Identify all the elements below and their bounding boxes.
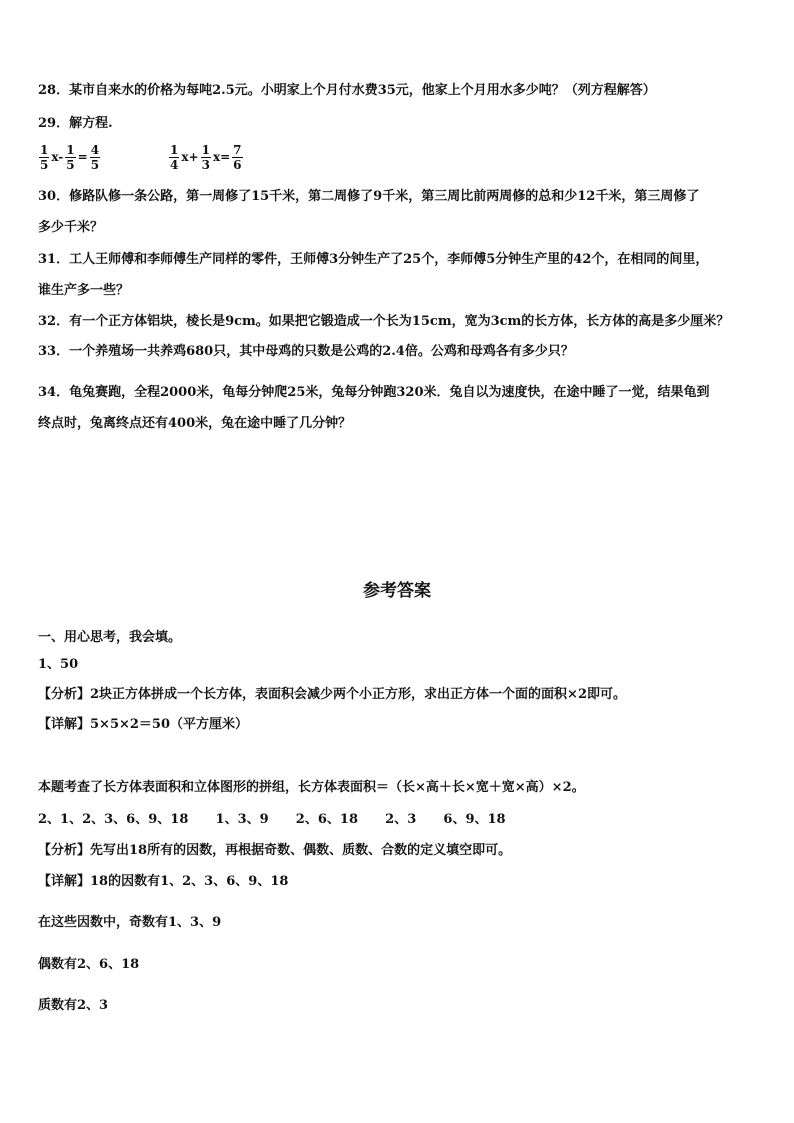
- question-33: 33．一个养殖场一共养鸡680只，其中母鸡的只数是公鸡的2.4倍。公鸡和母鸡各有多少只？: [38, 344, 574, 359]
- answer-2-analysis: 【分析】先写出18所有的因数，再根据奇数、偶数、质数、合数的定义填空即可。: [38, 843, 512, 858]
- fraction: $\frac{7}{6}$: [233, 142, 242, 172]
- operator: x+: [181, 150, 199, 164]
- answer-1-analysis: 【分析】2块正方体拼成一个长方体，表面积会减少两个小正方形，求出正方体一个面的面积×2即可。: [38, 687, 626, 702]
- question-30-line-2: 多少千米？: [38, 220, 104, 235]
- answer-2-even: 偶数有2、6、18: [38, 957, 140, 972]
- answer-2-prime: 质数有2、3: [38, 998, 109, 1013]
- answer-1: 1、50: [38, 657, 79, 672]
- answer-1-note: 本题考查了长方体表面积和立体图形的拼组，长方体表面积＝（长×高＋长×宽＋宽×高）×2。: [38, 780, 585, 795]
- question-34-line-1: 34．龟兔赛跑，全程2000米，龟每分钟爬25米，兔每分钟跑320米．兔自以为速度快，在途中睡了一觉，结果龟到: [38, 385, 710, 400]
- answer-2: 2、1、2、3、6、9、18 1、3、9 2、6、18 2、3 6、9、18: [38, 812, 506, 827]
- operator: x=: [212, 150, 231, 164]
- equation-2: [168, 139, 244, 175]
- question-32: 32．有一个正方体铝块，棱长是9cm。如果把它锻造成一个长为15cm，宽为3cm的长方体，长方体的高是多少厘米？: [38, 314, 730, 329]
- answer-2-odd: 在这些因数中，奇数有1、3、9: [38, 915, 222, 930]
- answer-title: 参考答案: [363, 581, 431, 601]
- answer-1-detail: 【详解】5×5×2＝50（平方厘米）: [38, 717, 249, 732]
- equation-1: [38, 139, 101, 175]
- fraction: $\frac{1}{3}$: [201, 142, 210, 172]
- fraction: $\frac{1}{5}$: [66, 142, 75, 172]
- section-heading: 一、用心思考，我会填。: [38, 630, 182, 645]
- question-29: 29．解方程.: [38, 116, 113, 131]
- question-31-line-2: 谁生产多一些？: [38, 283, 130, 298]
- operator: x-: [51, 150, 64, 164]
- answer-2-detail: 【详解】18的因数有1、2、3、6、9、18: [38, 874, 289, 889]
- fraction: $\frac{4}{5}$: [90, 142, 100, 172]
- question-30-line-1: 30．修路队修一条公路，第一周修了15千米，第二周修了9千米，第三周比前两周修的总和少12千米，第三周修了: [38, 189, 700, 204]
- fraction: $\frac{1}{4}$: [170, 142, 179, 172]
- question-31-line-1: 31．工人王师傅和李师傅生产同样的零件，王师傅3分钟生产了25个，李师傅5分钟生产里的42个，在相同的间里，: [38, 252, 709, 267]
- question-28: 28．某市自来水的价格为每吨2.5元。小明家上个月付水费35元，他家上个月用水多少吨？（列方程解答）: [38, 83, 656, 98]
- operator: =: [77, 150, 88, 164]
- fraction: $\frac{1}{5}$: [40, 142, 49, 172]
- question-34-line-2: 终点时，兔离终点还有400米，兔在途中睡了几分钟？: [38, 416, 352, 431]
